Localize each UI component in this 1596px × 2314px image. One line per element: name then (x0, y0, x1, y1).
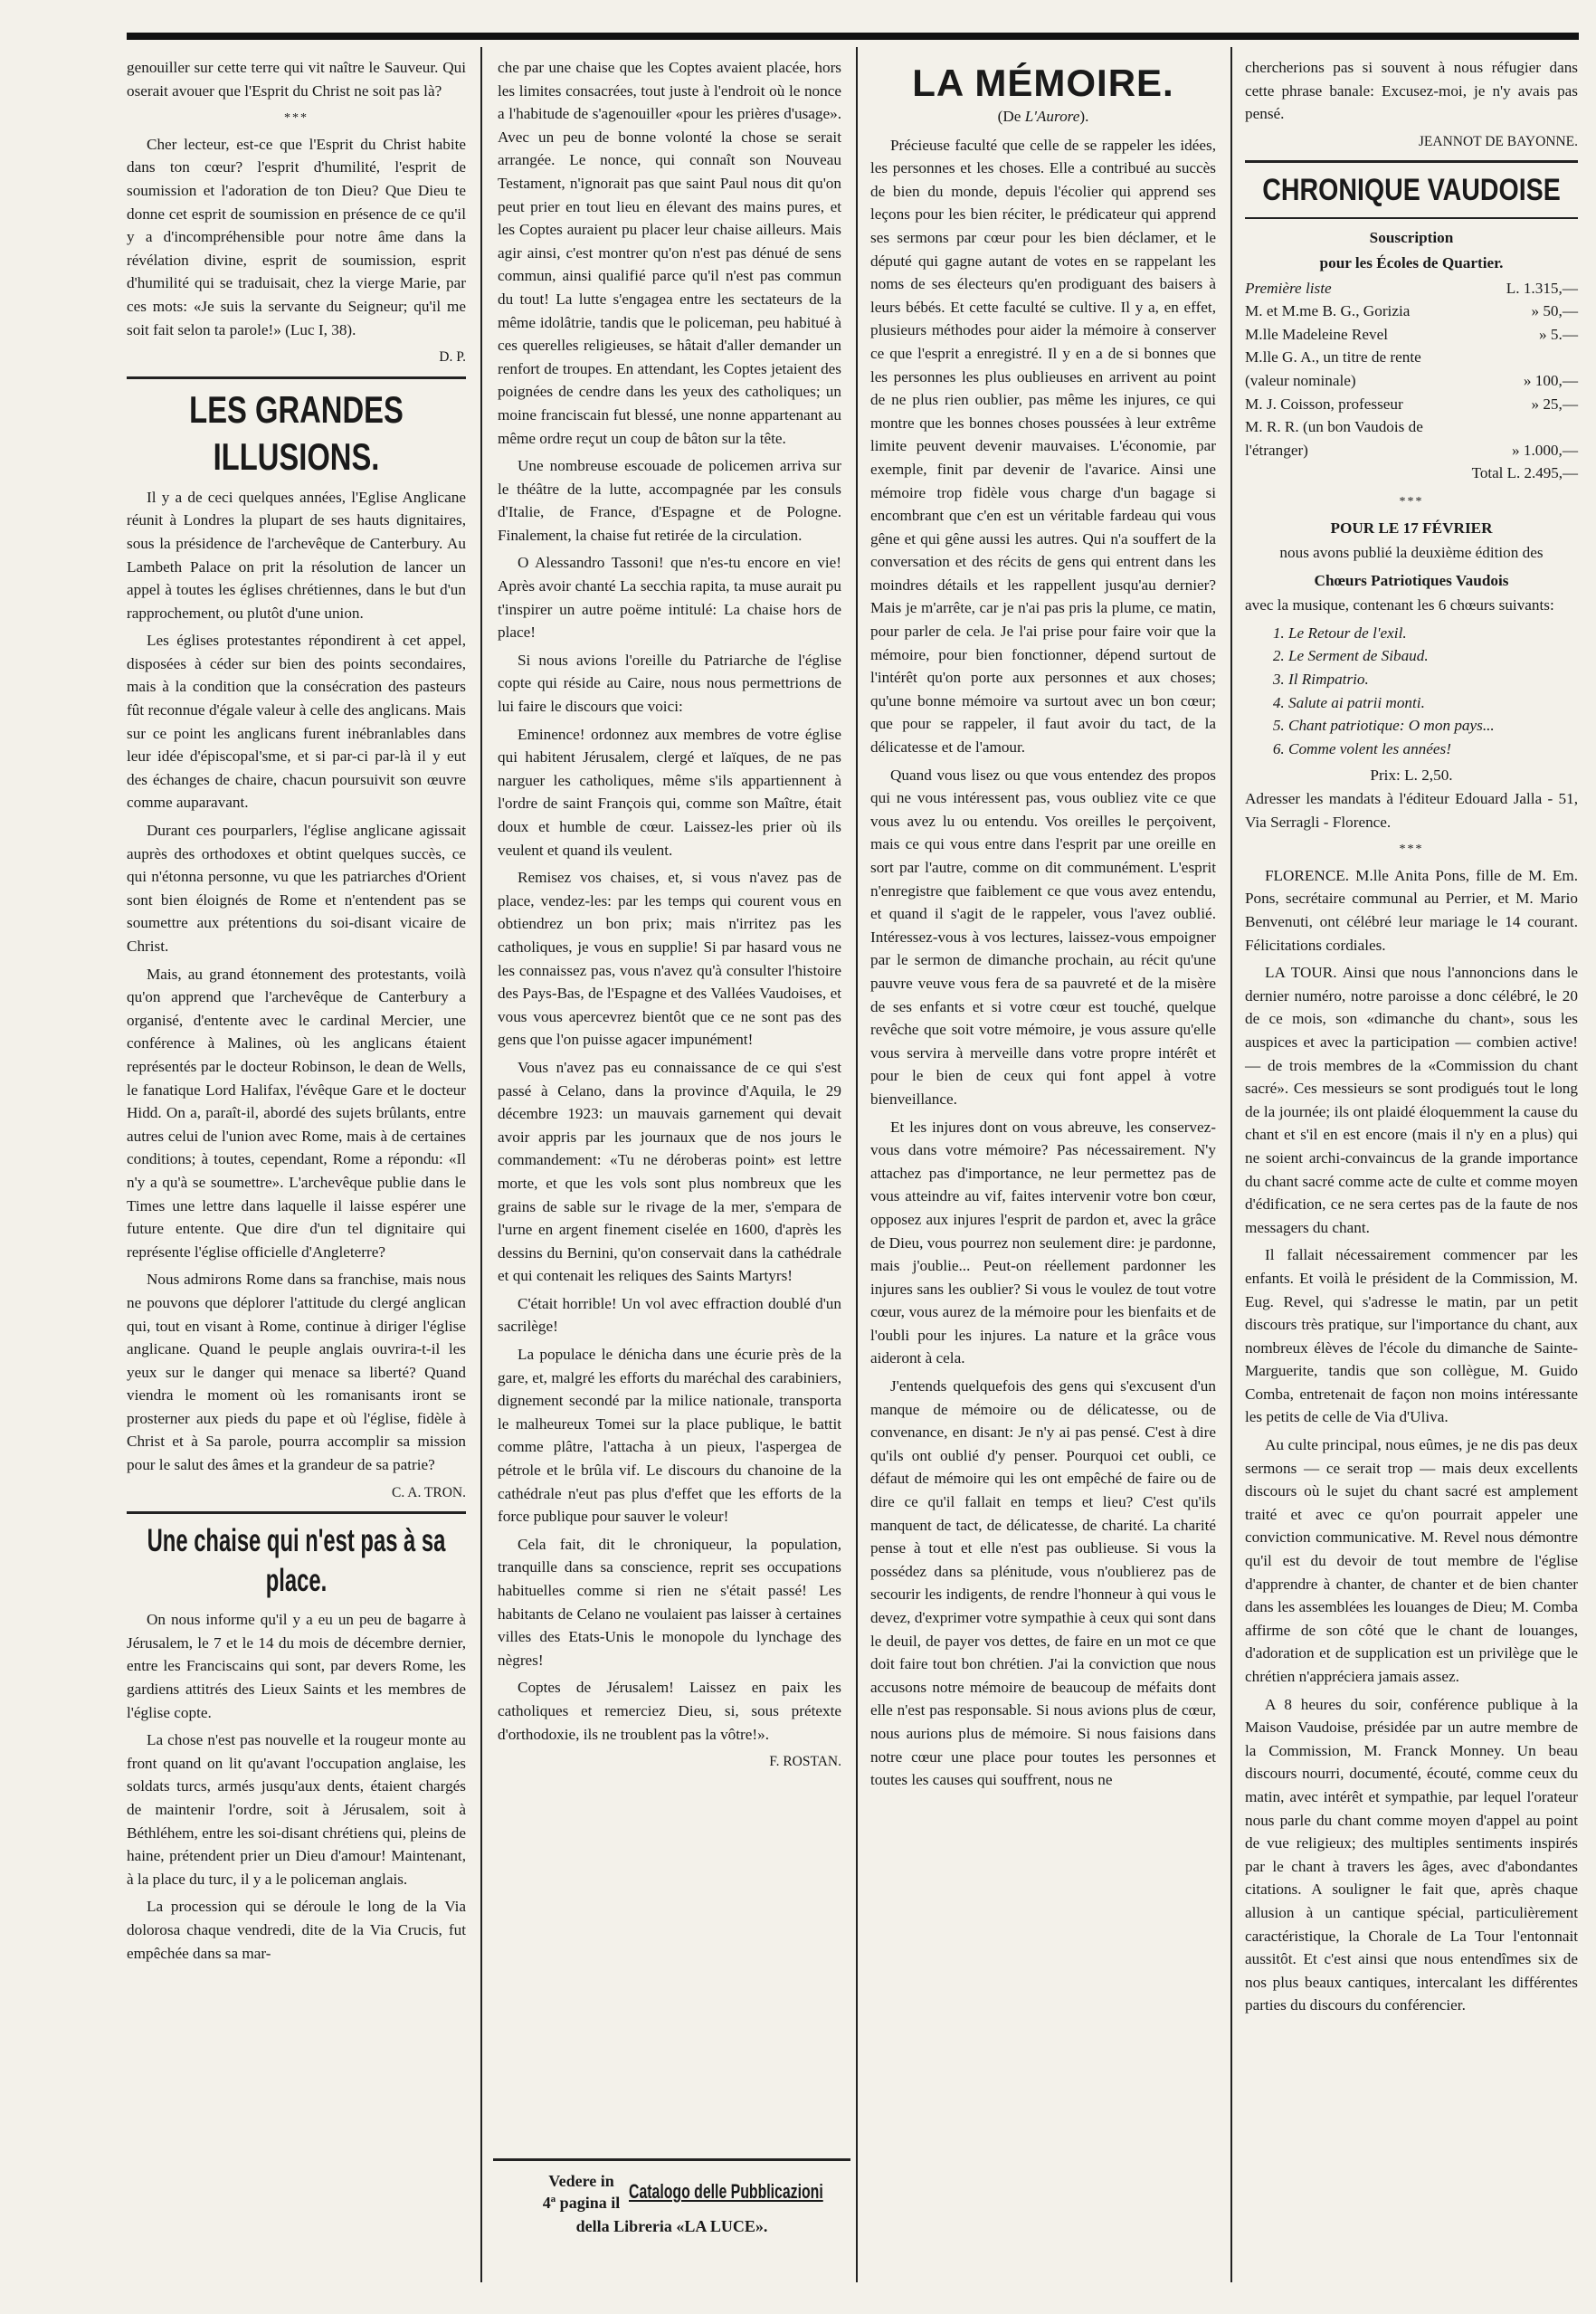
paragraph: C'était horrible! Un vol avec effraction doublé d'un sacrilège! (498, 1294, 841, 1336)
section-rule (127, 376, 466, 379)
paragraph: Et les injures dont on vous abreuve, les conservez-vous dans votre mémoire? Pas nécessairement. N'y attachez pas d'importance, ne leur permettez pas de vous atteindre au vif, faites intervenir votre bon cœur, opposez aux injures l'esprit de pardon et, avec la grâce de Dieu, vous pourrez non seulement dire: je pardonne, mais j'oublie... Peut-on réellement pardonner les injures sans les oublier? Si vous le voulez de tout votre cœur, vous aurez de la mémoire pour les bienfaits et de l'oubli pour les injures. La nature et la grâce vous aideront à cela. (870, 1118, 1216, 1367)
column-rule-2 (856, 47, 858, 2282)
subscription-row (1245, 393, 1578, 416)
advert-text: 4ª pagina il (542, 2194, 621, 2212)
paragraph: Mais, au grand étonnement des protestants, voilà qu'on apprend que l'archevêque de Canterbury a organisé, d'entente avec le cardinal Mercier, une conférence à Malines, où les anglicans étaient représentés par le docteur Robinson, le dean de Wells, le fanatique Lord Halifax, l'évêque Gare et le docteur Hidd. On a, paraît-il, abordé des sujets brûlants, entre autres celui de l'union avec Rome, mais à de certaines conditions; à toutes, cependant, Rome a répondu: «Il n'y a qu'à se soumettre». L'archevêque publie dans le Times une lettre dans laquelle il laisse espérer une future entente. Que dire d'un tel dignitaire qui représente l'église officielle d'Angleterre? (127, 965, 466, 1261)
article-source: (De L'Aurore). (997, 108, 1089, 125)
song-item: 4. Salute ai patrii monti. (1288, 691, 1578, 715)
section-rule (127, 1511, 466, 1514)
subscriber-name: M. R. R. (un bon Vaudois de (1245, 418, 1423, 436)
song-item: 3. Il Rimpatrio. (1288, 668, 1578, 691)
paragraph: Si nous avions l'oreille du Patriarche de l'église copte qui réside au Caire, nous nous permettrions de lui faire le discours que voici: (498, 651, 841, 716)
choeurs-title: Chœurs Patriotiques Vaudois (1314, 571, 1509, 589)
paragraph: A 8 heures du soir, conférence publique à la Maison Vaudoise, présidée par un autre membre de la Commission, M. Franck Monney. Un beau discours nourri, documenté, écouté, comme ceux du matin, avec intérêt et sympathie, par lequel l'orateur nous parle du chant comme moyen d'appel au point de vue religieux; des multiples sentiments inspirés par le chant à travers les âges, avec d'abondantes citations. A souligner le fait que, après chaque allusion à un cantique spécial, particulièrement caractéristique, la Chorale de La Tour l'entonnait aussitôt. Et c'est ainsi que nous entendîmes six de nos plus beaux cantiques, intercalant les différentes parties du discours du conférencier. (1245, 1695, 1578, 2014)
paragraph: J'entends quelquefois des gens qui s'excusent d'un manque de mémoire ou de délicatesse, ou de convenance, en disant: Je n'y ai pas pensé. C'est à dire qu'ils ont oublié d'y penser. Pourquoi cet oubli, ce défaut de mémoire qui les ont empêché de faire ou de dire ce qu'il fallait en temps et lieu? C'est qu'ils manquent de tact, de délicatesse, de charité. La charité pense à tout et elle n'est pas oublieuse. Si vous la possédez dans sa plénitude, vous n'oublierez pas de secourir les indigents, de rendre l'honneur à qui vous le devez, d'exprimer votre sympathie à ceux qui sont dans le deuil, de payer vos dettes, de faire en un mot ce que doit faire tout bon chrétien. J'ai la conviction que nous accusons notre mémoire de beaucoup de méfaits dont elle n'est pas responsable. Si nous avions plus de cœur, nous aurions plus de mémoire. Si nous faisions dans notre cœur une place pour toutes les personnes et toutes les causes qui souffrent, nous ne (870, 1377, 1216, 1789)
song-item: 6. Comme volent les années! (1288, 738, 1578, 761)
subscription-amount: » 50,— (1531, 302, 1578, 320)
subscription-row (1245, 346, 1578, 369)
paragraph: FLORENCE. M.lle Anita Pons, fille de M. Em. Pons, secrétaire communal au Perrier, et M. Mario Benvenuti, ont célébré leur mariage le 14 courant. Félicitations cordiales. (1245, 866, 1578, 954)
subscription-row (1245, 277, 1578, 300)
paragraph: La chose n'est pas nouvelle et la rougeur monte au front quand on lit qu'avant l'occupation anglaise, les soldats turcs, armés jusqu'aux dents, étaient chargés de maintenir l'ordre, soit à Jérusalem, soit à Béthléhem, entre les soi-disant chrétiens qui, pleins de haine, prétendent prier un Dieu d'amour! Maintenant, à la place du turc, il y a le policeman anglais. (127, 1731, 466, 1888)
paragraph: LA TOUR. Ainsi que nous l'annoncions dans le dernier numéro, notre paroisse a donc célébré, le 20 de ce mois, son «dimanche du chant», sous les auspices et avec la participation — combien active! — de trois membres de la «Commission du chant sacré». Ces messieurs se sont prodigués tout le long de la journée; ils ont plaidé éloquemment la cause du chant et s'il en est encore (mais il n'y en a plus) qui ne soient archi-convaincus de la grande importance du chant sacré comme acte de culte et comme moyen d'édification, ce ne sera certes pas de la faute de nos messagers du chant. (1245, 964, 1578, 1236)
subscription-row (1245, 439, 1578, 462)
article-ending: genouiller sur cette terre qui vit naître le Sauveur. Qui oserait avouer que l'Esprit du Christ ne soit pas là? (127, 59, 466, 100)
paragraph: La populace le dénicha dans une écurie près de la gare, et, malgré les efforts du maréchal des carabiniers, dignement secondé par la milice nationale, transporta le malheureux Tomei sur la place publique, le battit comme plâtre, l'attacha à un pieux, l'aspergea de pétrole et le brûla vif. Le discours du chanoine de la cathédrale n'eut pas plus d'effet que les efforts de la force publique pour sauver le voleur! (498, 1346, 841, 1526)
subscription-amount: L. 1.315,— (1506, 279, 1578, 297)
separator-stars: *** (284, 111, 309, 126)
section-rule (1245, 217, 1578, 219)
advert-row (493, 2170, 850, 2214)
paragraph: Adresser les mandats à l'éditeur Edouard Jalla - 51, Via Serragli - Florence. (1245, 790, 1578, 831)
advert-lead (543, 2170, 620, 2214)
paragraph: Il y a de ceci quelques années, l'Eglise Anglicane réunit à Londres la plupart de ses hauts dignitaires, sous la présidence de l'archevêque de Canterbury. Au Lambeth Palace on prit la résolution de lancer un appel à toutes les églises chrétiennes, dans le but d'un rapprochement, ou plutôt d'une union. (127, 488, 466, 622)
subscriber-name: Première liste (1245, 279, 1332, 297)
paragraph: Cher lecteur, est-ce que l'Esprit du Christ habite dans ton cœur? l'esprit d'humilité, l'esprit de soumission et l'adoration de ton Dieu? Que Dieu te donne cet esprit de soumission en présence de ce qu'il y a d'incompréhensible pour notre âme dans la révélation divine, esprit de soumission, esprit d'humilité qui se traduisait, chez la vierge Marie, par ces mots: «Je suis la servante du Seigneur; qu'il me soit fait selon ta parole!» (Luc I, 38). (127, 135, 466, 338)
author-signature: F. ROSTAN. (769, 1754, 841, 1770)
subscriber-name: M.lle G. A., un titre de rente (1245, 348, 1421, 367)
paragraph: Il fallait nécessairement commencer par les enfants. Et voilà le président de la Commission, M. Eug. Revel, qui s'adresse le matin, par un petit discours très pratique, sur l'importance du chant, aux nombreux élèves de l'école du dimanche de Sainte-Marguerite, tandis que son collègue, M. Guido Comba, entretenait de façon non moins intéressante les petits de celle de Via d'Uliva. (1245, 1246, 1578, 1426)
subscription-row (1245, 300, 1578, 323)
subscription-list (1245, 277, 1578, 462)
subscription-heading: Souscription (1369, 229, 1454, 247)
article-title-chaise: Une chaise qui n'est pas à sa place. (147, 1523, 446, 1599)
paragraph: Au culte principal, nous eûmes, je ne dis pas deux sermons — ce serait trop — mais deux excellents discours où le sujet du chant sacré est amplement traité et avec ce qu'on pourrait appeler une conviction communicative. M. Revel nous démontre qu'il est du devoir de tout membre de l'église d'apprendre à chanter, de chanter et de bien chanter dans les assemblées les louanges de Dieu; M. Comba affirme de son côté que le chant de louanges, d'adoration et de supplication est un privilège que le chrétien n'appréciera jamais assez. (1245, 1436, 1578, 1685)
subscription-amount: » 1.000,— (1511, 441, 1578, 459)
paragraph: avec la musique, contenant les 6 chœurs suivants: (1245, 596, 1554, 614)
paragraph: On nous informe qu'il y a eu un peu de bagarre à Jérusalem, le 7 et le 14 du mois de décembre dernier, entre les Franciscains qui sont, par devers Rome, les gardiens attitrés des Lieux Saints et les membres de l'église copte. (127, 1611, 466, 1721)
subscriber-name: l'étranger) (1245, 441, 1308, 459)
column-2 (498, 56, 841, 1779)
paragraph: Remisez vos chaises, et, si vous n'avez pas de place, vendez-les: par les temps qui courent vous en obtiendrez un bon prix; mais n'irritez pas les catholiques, je vous en supplie! Si par hasard vous ne les connaissez pas, vous n'avez qu'à consulter l'histoire des Pays-Bas, de l'Espagne et des Vallées Vaudoises, et vous vous apercevrez bientôt que ce ne sont pas des gens que l'on puisse agacer impunément! (498, 869, 841, 1049)
masthead-rule (127, 33, 1579, 40)
price: Prix: L. 2,50. (1370, 767, 1453, 785)
subscription-total: Total L. 2.495,— (1471, 464, 1578, 482)
paragraph: Quand vous lisez ou que vous entendez des propos qui ne vous intéressent pas, vous oubliez vite ce que vous avez lu ou entendu. Vos oreilles le perçoivent, mais ce qui vous entre dans l'esprit par une oreille en sort par l'autre, comme on dit communément. L'esprit n'enregistre que faiblement ce que vous avez entendu, et quand il s'agit de le rappeler, vous l'avez oublié. Intéressez-vous à vos lectures, laissez-vous empoigner par le sermon de dimanche prochain, au récit qu'une pauvre veuve vous fera de sa pauvreté et de la misère de ses enfants et si votre cœur est touché, quelque revêche que soit votre mémoire, je vous assure qu'elle vous servira à merveille dans votre propre intérêt et pour le bien de ceux qui font appel à votre bienveillance. (870, 766, 1216, 1108)
advert-text: Vedere in (548, 2172, 614, 2190)
subscription-row (1245, 323, 1578, 347)
subscription-amount: » 100,— (1523, 371, 1578, 389)
paragraph: La procession qui se déroule le long de la Via dolorosa chaque vendredi, dite de la Via Crucis, fut empêchée dans sa mar- (127, 1898, 466, 1962)
paragraph: Durant ces pourparlers, l'église anglicane agissait auprès des orthodoxes et obtint quelques succès, ce qui n'étonna personne, vu que les patriarches d'Orient sont bien éloignés de Rome et n'entendent pas se soumettre aux prétentions du soi-disant vicaire de Christ. (127, 822, 466, 955)
song-item: 5. Chant patriotique: O mon pays... (1288, 714, 1578, 738)
paragraph: nous avons publié la deuxième édition des (1279, 544, 1544, 562)
paragraph: Les églises protestantes répondirent à cet appel, disposées à céder sur bien des points secondaires, mais à la condition que la consécration des pasteurs fût reconnue d'égale valeur à celle des anglicans. Mais sur ce point les anglicans furent inébranlables dans leur idée d'épiscopal'sme, et si par-ci par-là il y eut des échanges de chaire, chacun poursuivit son œuvre comme auparavant. (127, 632, 466, 812)
catalogue-advert (493, 2158, 850, 2235)
subscription-amount: » 25,— (1531, 395, 1578, 413)
section-rule (493, 2158, 850, 2161)
column-rule-1 (480, 47, 482, 2282)
paragraph: O Alessandro Tassoni! que n'es-tu encore en vie! Après avoir chanté La secchia rapita, ta muse aurait pu t'inspirer un autre poëme intitulé: La chaise hors de place! (498, 554, 841, 642)
section-rule (1245, 160, 1578, 163)
paragraph: Nous admirons Rome dans sa franchise, mais nous ne pouvons que déplorer l'attitude du clergé anglican qui, tout en visant à Rome, continue à diriger l'église anglicane. Quand le peuple anglais ouvrira-t-il les yeux sur le danger qui menace sa liberté? Quand viendra le moment où les romanisants iront se prosterner aux pieds du pape et où l'église, fidèle à Christ et à Sa parole, pourra accomplir sa mission pour le salut des âmes et la grandeur de sa patrie? (127, 1271, 466, 1474)
subscription-amount: » 5.— (1539, 325, 1578, 343)
section-title-chronique: CHRONIQUE VAUDOISE (1262, 173, 1561, 208)
subscriber-name: M.lle Madeleine Revel (1245, 325, 1388, 343)
paragraph: Vous n'avez pas eu connaissance de ce qui s'est passé à Celano, dans la province d'Aquila, le 29 décembre 1923: un mauvais garnement qui devait avoir appris par les journaux que de nos jours le commandement: «Tu ne déroberas point» est lettre morte, et que les vols sont plus nombreux que les grains de sable sur le rivage de la mer, s'empara de l'urne en argent finement ciselée en 1600, d'après les dessins du Bernini, qu'on conservait dans la cathédrale et qui contenait les reliques des Saints Martyrs! (498, 1058, 841, 1285)
song-item: 1. Le Retour de l'exil. (1288, 622, 1578, 645)
paragraph: che par une chaise que les Coptes avaient placée, hors les limites consacrées, tout juste à l'endroit où le nonce a l'habitude de s'agenouiller «pour les prières d'usage». Avec un peu de bonne volonté la chose se serait arrangée. Le nonce, qui connaît son Nouveau Testament, n'ignorait pas que saint Paul nous dit qu'on peut prier en tout lieu en élevant des mains pures, et les Coptes auraient pu placer leur chaise ailleurs. Mais agir ainsi, c'est montrer qu'on n'est pas dénué de sens commun, ainsi qualifié parce qu'il n'est pas commun du tout! La lutte s'engagea entre les sectateurs de la même idolâtrie, tandis que le policeman, peu habitué à ces querelles religieuses, se hâtait d'aller demander un renfort de troupes. En attendant, les Coptes jetaient des poignées de cendre dans les yeux des catholiques; un moine franciscain fut blessé, une nonne appartenant au même ordre reçut un coup de bâton sur la tête. (498, 59, 841, 447)
separator-stars: *** (1399, 843, 1424, 857)
separator-stars: *** (1399, 494, 1424, 509)
songs-list (1245, 622, 1578, 761)
column-rule-3 (1230, 47, 1232, 2282)
subscription-row (1245, 369, 1578, 393)
column-3 (870, 56, 1216, 1796)
paragraph: chercherions pas si souvent à nous réfugier dans cette phrase banale: Excusez-moi, je n'y avais pas pensé. (1245, 59, 1578, 123)
article-title-memoire: LA MÉMOIRE. (912, 62, 1174, 104)
author-signature: D. P. (439, 349, 466, 366)
paragraph: Cela fait, dit le chroniqueur, la population, tranquille dans sa conscience, reprit ses occupations habituelles comme si rien ne s'était passé! Les habitants de Celano ne voulaient pas laisser à certaines villes des Etats-Unis le monopole du lynchage des nègres! (498, 1535, 841, 1669)
paragraph: Précieuse faculté que celle de se rappeler les idées, les personnes et les choses. Elle a contribué au succès de bien du monde, depuis l'écolier qui apprend ses leçons pour les bien réciter, le prédicateur qui apprend ses sermons par cœur pour les bien déclamer, et le député qui gagne autant de votes en se rappelant les noms de ses électeurs qu'en prodiguant des baisers à leurs bébés. Et cette faculté se cultive. Il y a, en effet, plusieurs méthodes pour aider la mémoire à conserver ce que l'esprit a enregistré. Il y en a de si bonnes que les personnes les plus oublieuses en arrivent au point de ne plus rien oublier, pas même les injures, ce qui montre que les bonnes choses poussées à leur extrême limite peuvent devenir mauvaises. L'économie, par exemple, finit par devenir de l'avarice. Ainsi une mémoire trop fidèle vous charge d'un bagage si encombrant que c'en est un véritable fardeau qui vous gêne et qui gêne aussi les autres. Qui n'a souffert de la conversation et des récits de gens qui entrent dans les moindres détails et les rappellent jusqu'au dernier? Mais je m'arrête, car je n'ai pas pris la plume, ce matin, pour parler de cela. Je l'ai prise pour faire voir que la mémoire, pour bien fonctionner, dépend surtout de l'intérêt qu'on porte aux personnes et aux choses; qu'une bonne mémoire va surtout avec un bon cœur; que pour se rappeler, il faut avoir du tact, de la délicatesse et de l'amour. (870, 136, 1216, 757)
subscription-subheading: pour les Écoles de Quartier. (1319, 253, 1504, 271)
column-4 (1245, 56, 1578, 2022)
fevrier-heading: POUR LE 17 FÉVRIER (1330, 519, 1493, 537)
author-signature: JEANNOT DE BAYONNE. (1418, 133, 1578, 149)
column-1 (127, 56, 466, 1969)
paragraph: Une nombreuse escouade de policemen arriva sur le théâtre de la lutte, accompagnée par les consuls d'Italie, de France, d'Espagne et de Pologne. Finalement, la chaise fut retirée de la circulation. (498, 457, 841, 544)
song-item: 2. Le Serment de Sibaud. (1288, 644, 1578, 668)
article-title-illusions: LES GRANDES ILLUSIONS. (189, 387, 404, 478)
advert-catalogue-title: Catalogo delle Pubblicazioni (629, 2180, 823, 2203)
subscription-row (1245, 415, 1578, 439)
advert-libreria: della Libreria «LA LUCE». (575, 2217, 768, 2235)
paragraph: Coptes de Jérusalem! Laissez en paix les catholiques et remerciez Dieu, si, sous prétexte d'orthodoxie, ils ne troublent pas la vôtre!». (498, 1679, 841, 1743)
subscriber-name: M. J. Coisson, professeur (1245, 395, 1403, 413)
subscriber-name: (valeur nominale) (1245, 371, 1356, 389)
author-signature: C. A. TRON. (392, 1484, 466, 1500)
paragraph: Eminence! ordonnez aux membres de votre église qui habitent Jérusalem, clergé et laïques, de ne pas narguer les catholiques, même s'ils appartiennent à l'ordre de saint François qui, comme son Maître, était doux et humble de cœur. Laissez-les prier où ils veulent et quand ils veulent. (498, 725, 841, 859)
subscriber-name: M. et M.me B. G., Gorizia (1245, 302, 1411, 320)
